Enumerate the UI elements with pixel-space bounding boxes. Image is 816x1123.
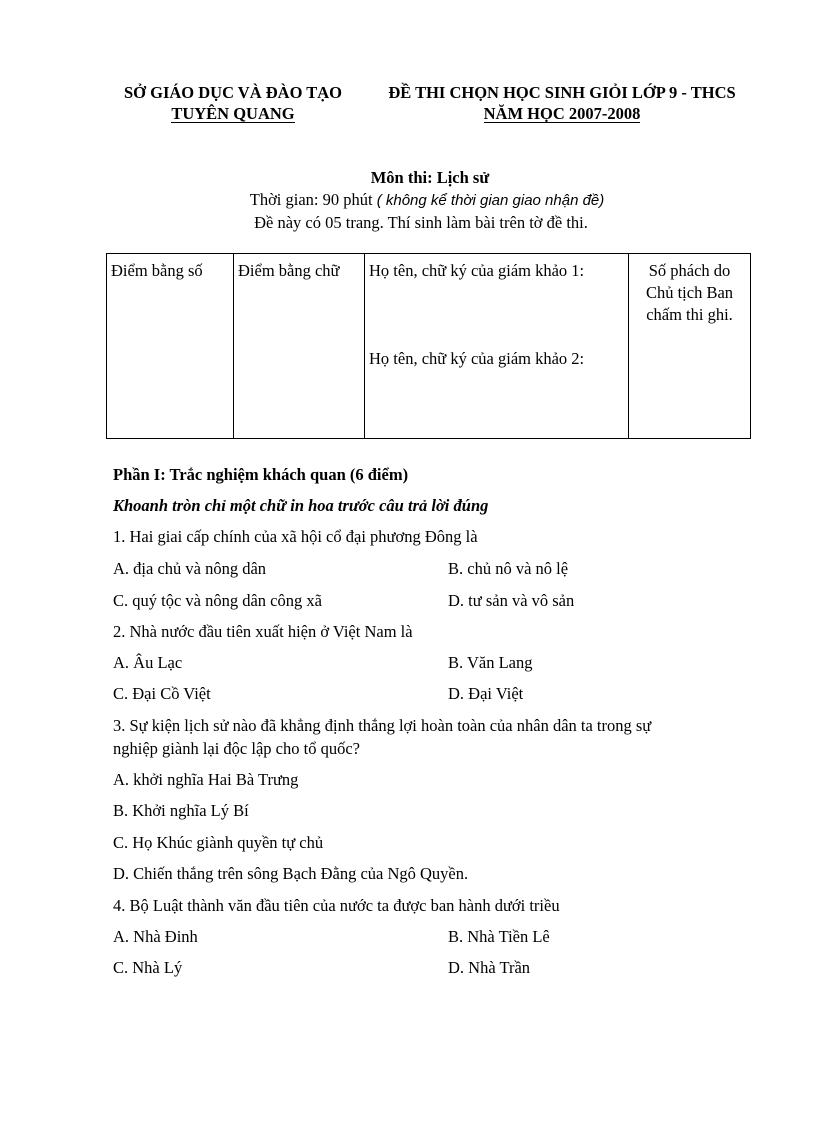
question-1-option-c[interactable]: C. quý tộc và nông dân công xã — [113, 591, 322, 610]
score-words-cell[interactable] — [234, 254, 365, 439]
question-4-stem: 4. Bộ Luật thành văn đầu tiên của nước ta được ban hành dưới triều — [113, 896, 560, 915]
code-label-line-3: chấm thi ghi. — [646, 305, 733, 324]
question-3-stem-line-1: 3. Sự kiện lịch sử nào đã khẳng định thắng lợi hoàn toàn của nhân dân ta trong sự — [113, 716, 652, 735]
code-label-line-1: Số phách do — [648, 261, 731, 280]
code-cell[interactable] — [629, 254, 751, 439]
time-note: ( không kể thời gian giao nhận đề) — [376, 192, 605, 209]
question-1-option-d[interactable]: D. tư sản và vô sản — [448, 591, 575, 610]
part-1-title: Phần I: Trắc nghiệm khách quan (6 điểm) — [113, 465, 409, 484]
school-year: NĂM HỌC 2007-2008 — [483, 104, 641, 123]
time-line — [0, 190, 816, 210]
question-4-option-d[interactable]: D. Nhà Trần — [448, 958, 531, 977]
province-name: TUYÊN QUANG — [171, 104, 295, 123]
time-text: Thời gian: 90 phút — [249, 190, 377, 209]
question-2-option-c[interactable]: C. Đại Cồ Việt — [113, 684, 211, 703]
department-name: SỞ GIÁO DỤC VÀ ĐÀO TẠO — [123, 83, 343, 102]
question-4-option-c[interactable]: C. Nhà Lý — [113, 958, 183, 977]
question-4-option-a[interactable]: A. Nhà Đinh — [113, 927, 198, 946]
examiner-1-label: Họ tên, chữ ký của giám khảo 1: — [369, 261, 585, 280]
code-label-line-2: Chủ tịch Ban — [645, 283, 734, 302]
part-1-instruction: Khoanh tròn chỉ một chữ in hoa trước câu trả lời đúng — [113, 496, 489, 515]
province-name-wrap — [108, 104, 358, 124]
question-2-option-a[interactable]: A. Âu Lạc — [113, 653, 183, 672]
school-year-wrap — [372, 104, 752, 124]
question-3-option-b[interactable]: B. Khởi nghĩa Lý Bí — [113, 801, 249, 820]
exam-title: ĐỀ THI CHỌN HỌC SINH GIỎI LỚP 9 - THCS — [388, 83, 736, 102]
question-2-option-b[interactable]: B. Văn Lang — [448, 653, 533, 672]
question-3-option-d[interactable]: D. Chiến thắng trên sông Bạch Đằng của Ngô Quyền. — [113, 864, 469, 883]
question-3-stem-line-2: nghiệp giành lại độc lập cho tổ quốc? — [113, 739, 360, 758]
question-3-option-a[interactable]: A. khởi nghĩa Hai Bà Trưng — [113, 770, 299, 789]
examiner-cell[interactable] — [365, 254, 629, 439]
score-number-cell[interactable] — [107, 254, 234, 439]
question-1-stem: 1. Hai giai cấp chính của xã hội cổ đại phương Đông là — [113, 527, 478, 546]
score-words-label: Điểm bằng chữ — [238, 261, 340, 280]
question-2-option-d[interactable]: D. Đại Việt — [448, 684, 524, 703]
question-1-option-a[interactable]: A. địa chủ và nông dân — [113, 559, 267, 578]
subject-line: Môn thi: Lịch sử — [370, 168, 490, 187]
examiner-2-label: Họ tên, chữ ký của giám khảo 2: — [369, 349, 585, 368]
score-number-label: Điểm bằng số — [111, 261, 203, 280]
pages-note: Đề này có 05 trang. Thí sinh làm bài trên tờ đề thi. — [254, 213, 588, 232]
question-3-option-c[interactable]: C. Họ Khúc giành quyền tự chủ — [113, 833, 324, 852]
question-4-option-b[interactable]: B. Nhà Tiền Lê — [448, 927, 550, 946]
question-1-option-b[interactable]: B. chủ nô và nô lệ — [448, 559, 569, 578]
question-2-stem: 2. Nhà nước đầu tiên xuất hiện ở Việt Nam là — [113, 622, 413, 641]
grading-table — [106, 253, 751, 439]
examiner-1-space — [369, 282, 624, 348]
